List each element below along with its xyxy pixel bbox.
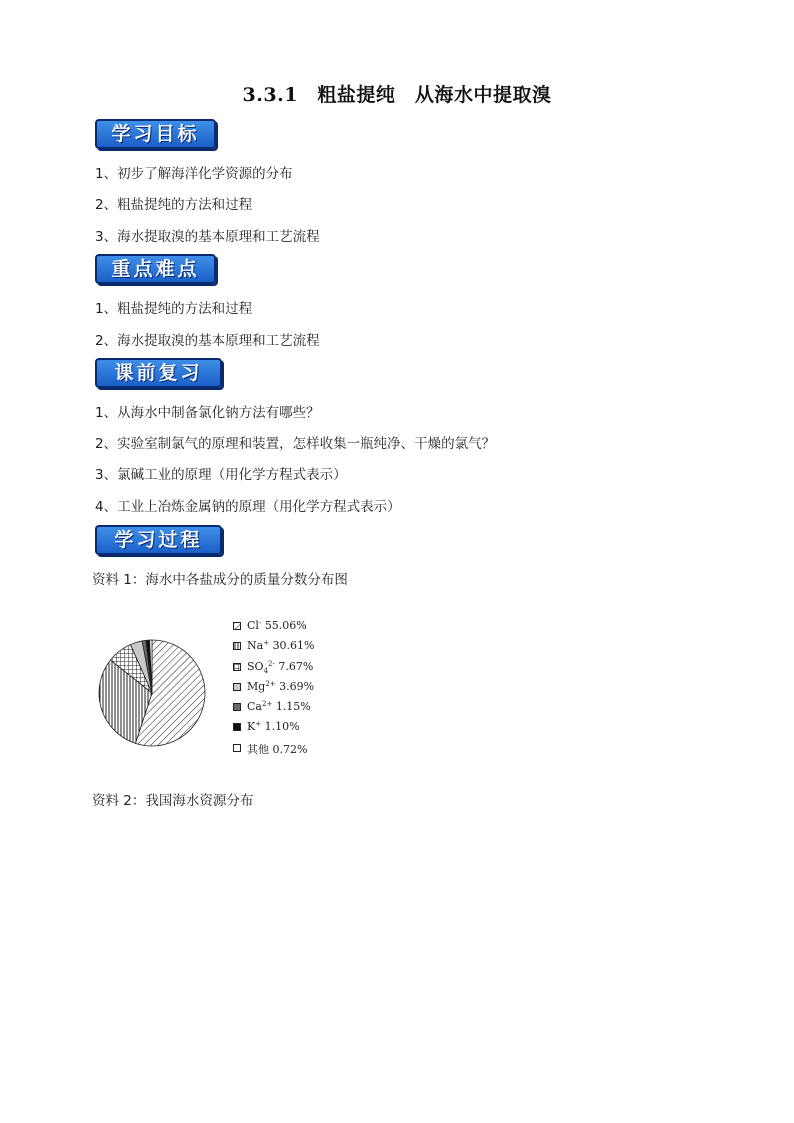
ion-subscript: 4: [263, 666, 269, 675]
ion-charge: +: [255, 720, 262, 729]
ion-base: Ca: [247, 700, 262, 714]
slice-value: 3.69%: [279, 679, 315, 693]
legend-swatch: [233, 703, 241, 711]
slice-value: 1.10%: [264, 720, 300, 734]
slice-value: 55.06%: [264, 619, 307, 632]
ion-base: Na: [247, 639, 264, 653]
slice-value: 1.15%: [275, 700, 311, 714]
review-question: 3、氯碱工业的原理（用化学方程式表示）: [95, 467, 347, 483]
legend-swatch: [233, 622, 241, 630]
slice-value: 0.72%: [272, 742, 308, 756]
legend-item-mg: [233, 678, 393, 698]
legend-label: [247, 660, 313, 675]
legend-swatch: [233, 683, 241, 691]
slice-value: 30.61%: [272, 639, 315, 653]
salt-composition-pie-chart: [96, 637, 208, 749]
legend-label: [247, 680, 314, 693]
legend-item-na: [233, 637, 393, 657]
legend-item-so4: [233, 658, 393, 678]
legend-label: [247, 720, 300, 733]
legend-item-k: [233, 718, 393, 738]
ion-charge: 2+: [261, 700, 273, 709]
slice-value: 7.67%: [278, 659, 314, 673]
section-badge-process: [95, 525, 222, 555]
section-badge-key-points: [95, 254, 216, 284]
ion-base: K: [247, 720, 256, 734]
legend-item-other: [233, 739, 393, 759]
section-heading: 学习目标: [111, 123, 200, 145]
ion-charge: 2-: [268, 659, 275, 668]
objective-item: 2、粗盐提纯的方法和过程: [95, 197, 253, 213]
ion-base: Cl: [247, 619, 259, 632]
legend-swatch: [233, 723, 241, 731]
legend-item-cl: [233, 617, 393, 637]
page-title: 3.3.1 粗盐提纯 从海水中提取溴: [242, 84, 552, 106]
legend-swatch: [233, 642, 241, 650]
section-badge-review: [95, 358, 222, 388]
legend-label: [247, 619, 307, 632]
review-question: 4、工业上冶炼金属钠的原理（用化学方程式表示）: [95, 499, 401, 515]
objective-item: 3、海水提取溴的基本原理和工艺流程: [95, 229, 320, 245]
material-1-caption: 资料 1：海水中各盐成分的质量分数分布图: [92, 572, 348, 588]
ion-charge: 2+: [265, 679, 276, 688]
section-heading: 课前复习: [114, 362, 203, 384]
material-2-caption: 资料 2：我国海水资源分布: [92, 793, 254, 809]
review-question: 1、从海水中制备氯化钠方法有哪些？: [95, 405, 320, 421]
legend-label: [247, 639, 315, 652]
key-point-item: 2、海水提取溴的基本原理和工艺流程: [95, 333, 320, 349]
ion-charge: -: [258, 619, 262, 627]
section-heading: 学习过程: [114, 529, 203, 551]
ion-base: 其他: [247, 742, 269, 756]
ion-charge: +: [263, 639, 270, 648]
legend-label: [247, 741, 307, 757]
ion-base: SO: [247, 659, 264, 673]
objective-item: 1、初步了解海洋化学资源的分布: [95, 166, 293, 182]
pie-legend: [233, 617, 393, 759]
key-point-item: 1、粗盐提纯的方法和过程: [95, 301, 253, 317]
legend-label: [247, 700, 311, 713]
section-badge-objectives: [95, 119, 216, 149]
legend-swatch: [233, 744, 241, 752]
section-heading: 重点难点: [111, 258, 200, 280]
legend-item-ca: [233, 698, 393, 718]
legend-swatch: [233, 663, 241, 671]
review-question: 2、实验室制氯气的原理和装置，怎样收集一瓶纯净、干燥的氯气？: [95, 436, 496, 452]
ion-base: Mg: [247, 679, 266, 693]
